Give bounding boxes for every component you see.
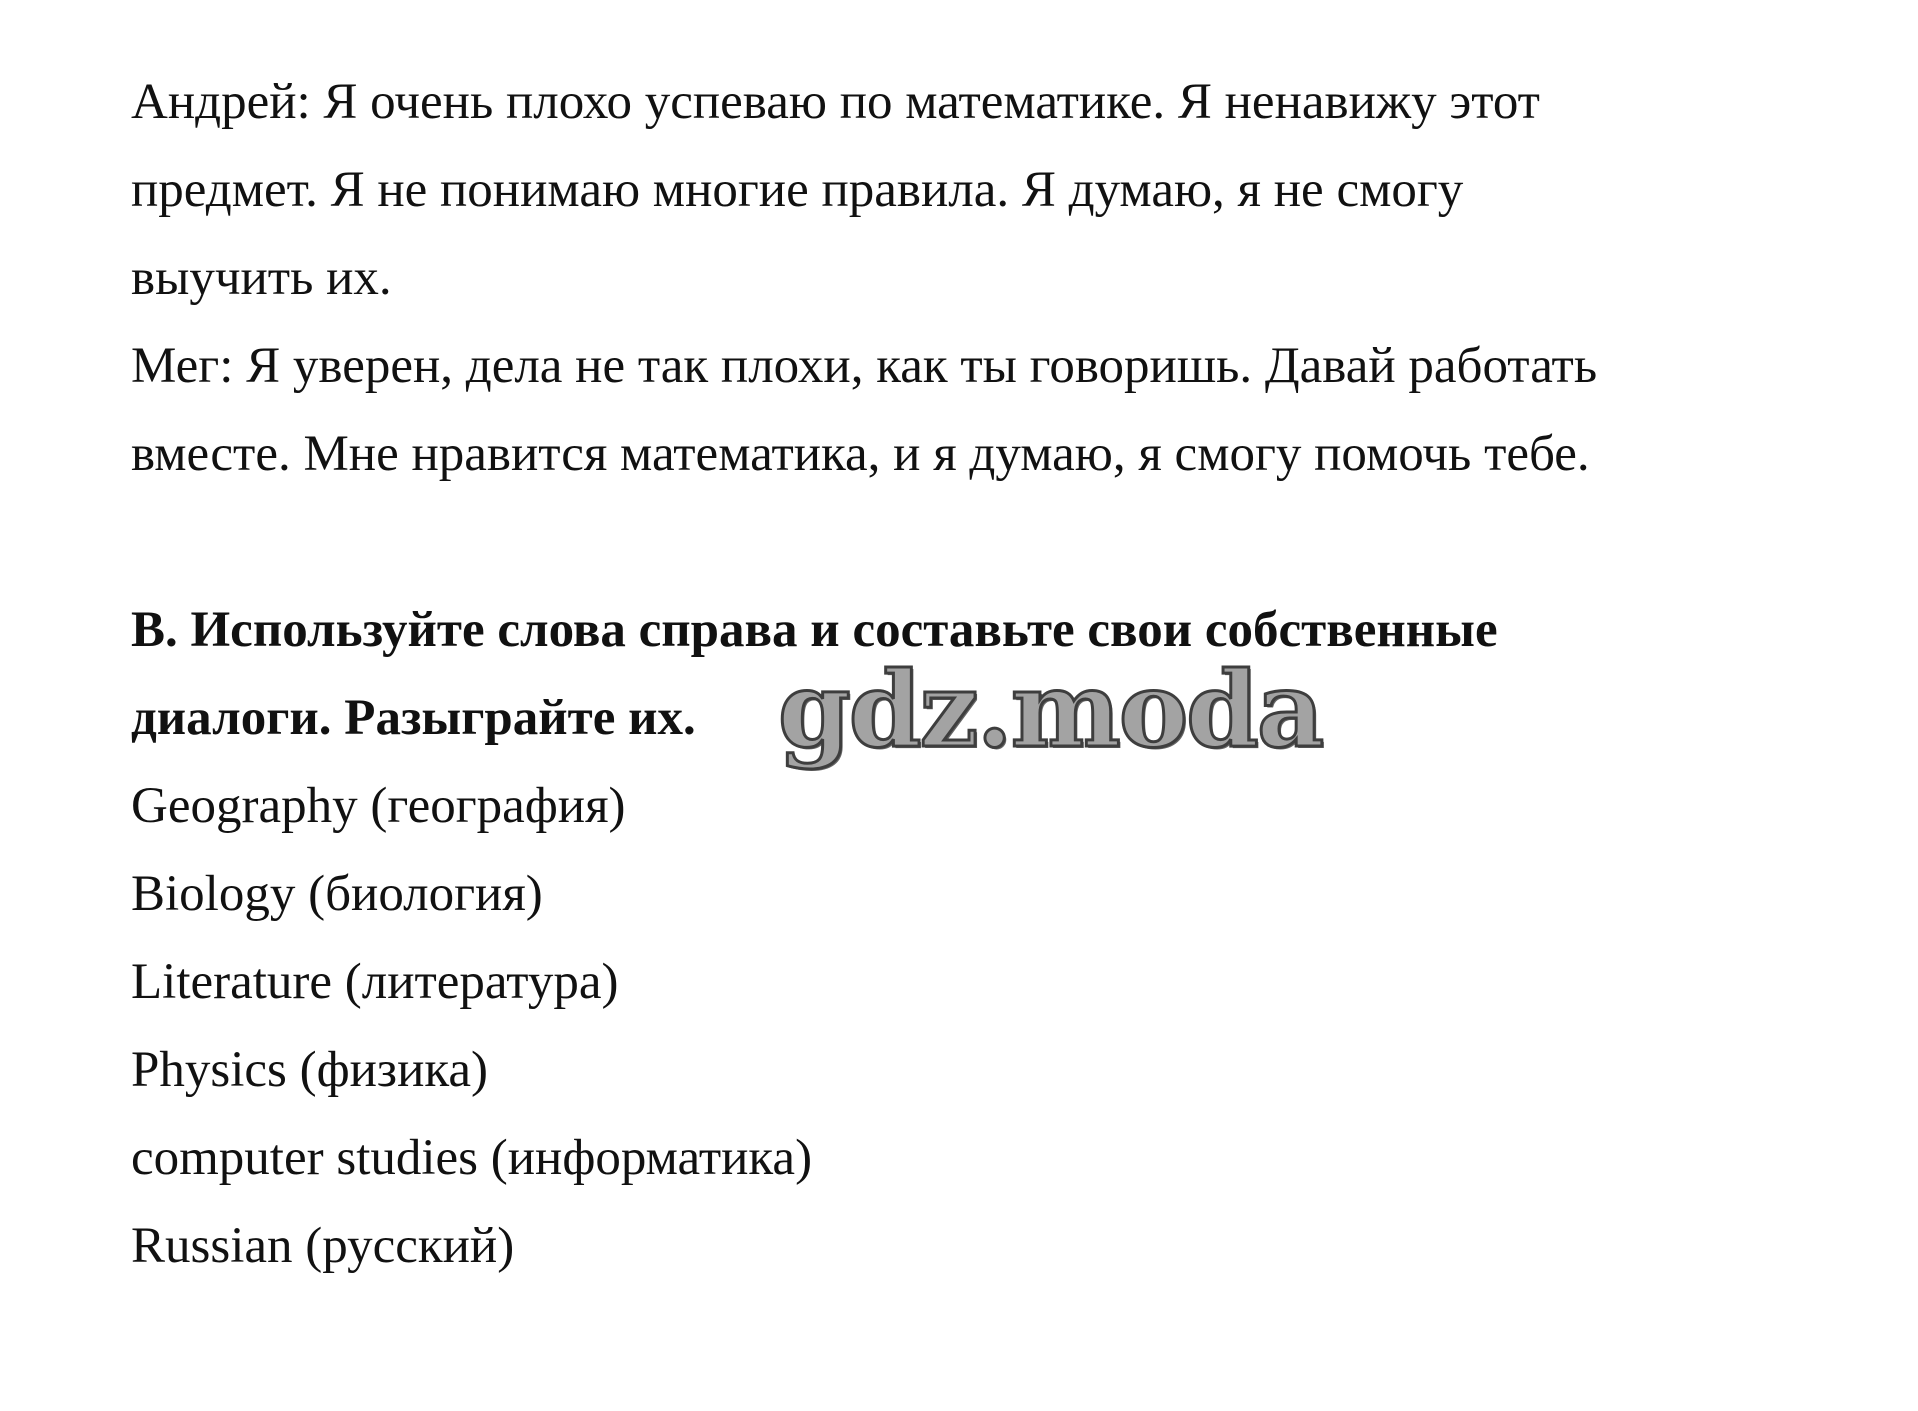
dialog-meg-line-1: Мег: Я уверен, дела не так плохи, как ты говоришь. Давай работать bbox=[131, 338, 1598, 394]
dialog-andrey-line-1: Андрей: Я очень плохо успеваю по математике. Я ненавижу этот bbox=[131, 74, 1540, 130]
watermark-logo: gdz.moda bbox=[778, 648, 1323, 771]
subject-item: Physics (физика) bbox=[131, 1042, 488, 1098]
dialog-andrey-line-2: предмет. Я не понимаю многие правила. Я думаю, я не смогу bbox=[131, 162, 1464, 218]
subject-item: Biology (биология) bbox=[131, 866, 543, 922]
subject-item: Literature (литература) bbox=[131, 954, 619, 1010]
paragraph-spacer bbox=[131, 498, 1871, 586]
subject-item: computer studies (информатика) bbox=[131, 1130, 813, 1186]
subject-item: Russian (русский) bbox=[131, 1218, 515, 1274]
subject-list bbox=[131, 762, 1871, 1290]
task-heading-line-2: диалоги. Разыграйте их. bbox=[131, 690, 696, 746]
subject-item: Geography (география) bbox=[131, 778, 626, 834]
task-heading-line-1: B. Используйте слова справа и составьте свои собственные bbox=[131, 602, 1498, 658]
dialog-meg-line-2: вместе. Мне нравится математика, и я думаю, я смогу помочь тебе. bbox=[131, 426, 1590, 482]
dialog-andrey-line-3: выучить их. bbox=[131, 250, 392, 306]
document-page bbox=[131, 58, 1871, 1290]
